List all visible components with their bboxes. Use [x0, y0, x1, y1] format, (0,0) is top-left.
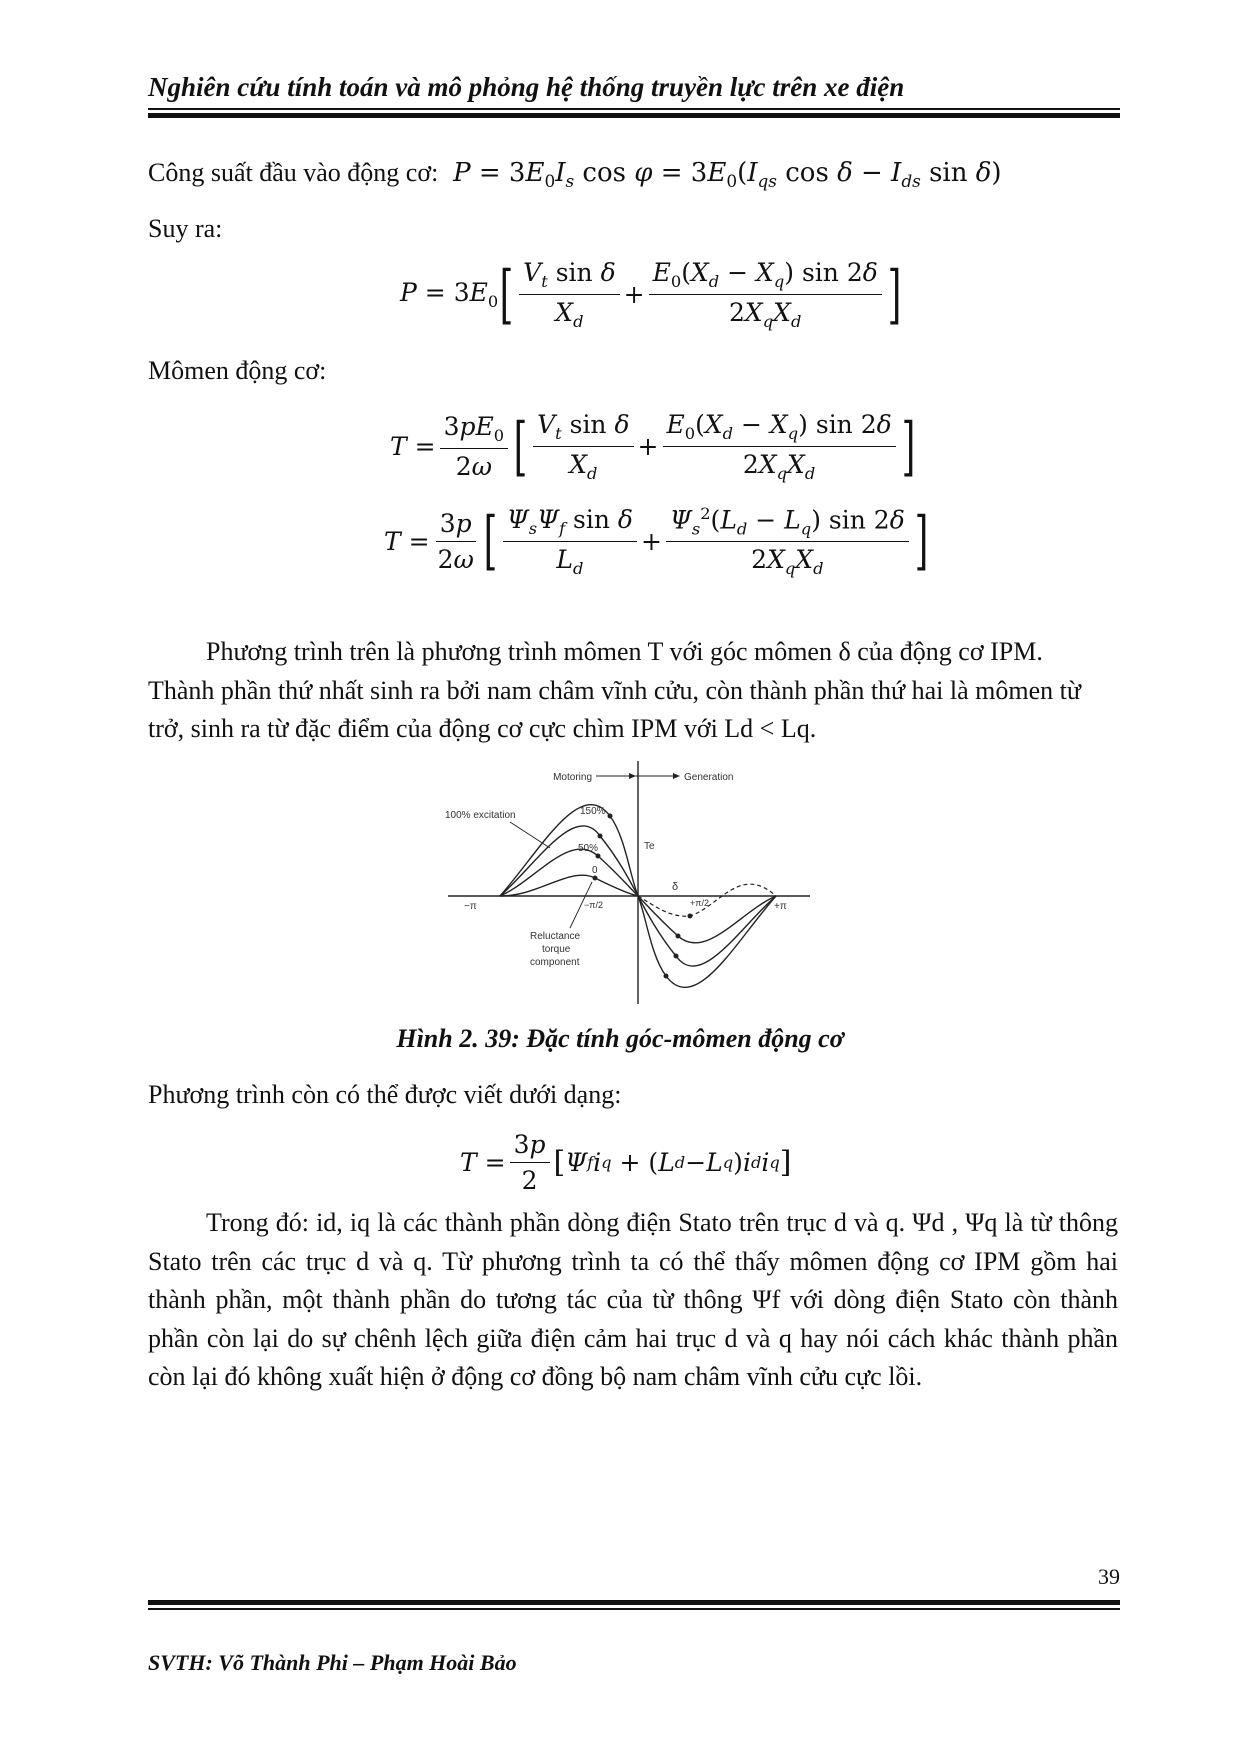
paragraph-1-line-1: Phương trình trên là phương trình mômen T với góc mômen δ của động cơ IPM. [206, 637, 1043, 666]
label-150: 150% [580, 806, 606, 817]
page-number: 39 [1098, 1564, 1120, 1589]
dot-r150 [664, 974, 669, 979]
momen-label: Mômen động cơ: [148, 356, 327, 385]
label-reluctance-1: Reluctance [530, 931, 581, 942]
torque-angle-figure [440, 756, 820, 1006]
excitation-pointer [510, 822, 550, 848]
power-equation: $P = 3E_0I_s$ $\cos \varphi = 3E_0(I_{qs}$ $\cos \delta - I_{ds}$ sin δ) [444, 158, 1002, 192]
dot-r0 [688, 914, 693, 919]
label-pos-pi: +π [774, 901, 787, 912]
curve-100 [500, 826, 638, 896]
label-pos-half-pi: +π/2 [690, 898, 709, 908]
label-50: 50% [578, 843, 599, 854]
curve-150 [500, 805, 638, 896]
equation-torque-1: T = $\frac{3pE_0}{2\omega}$ [ $\frac{V_t \sin \delta}{X_d}$ + $\frac{E_0(X_d - X_q) \sin 2\delta}{2X_qX_d}$ ] [390, 409, 916, 484]
running-header: Nghiên cứu tính toán và mô phỏng hệ thống truyền lực trên xe điện [148, 72, 905, 102]
equation-torque-3: T = $\frac{3p}{2}$ [ Ψ f i q + ( L d − L q ) i d i q ] [460, 1130, 792, 1195]
label-motoring: Motoring [553, 772, 592, 783]
footer-rule [148, 1600, 1120, 1610]
label-te: Te [644, 841, 655, 852]
label-delta: δ [672, 881, 679, 893]
equation-torque-2: T = $\frac{3p}{2\omega}$ [ $\frac{\Psi_s\Psi_f \sin \delta}{L_d}$ + $\frac{\Psi_s^2(L_d - L_q) \sin 2\delta}{2X_qX_d}$ ] [384, 504, 929, 579]
dot-r50 [676, 934, 681, 939]
label-reluctance-3: component [530, 957, 580, 968]
dot-100 [598, 834, 603, 839]
alt-form-text: Phương trình còn có thể được viết dưới dạng: [148, 1080, 622, 1109]
paragraph-2 [148, 1204, 1118, 1397]
motoring-arrowhead [629, 773, 636, 779]
paragraph-1-line-3: trở, sinh ra từ đặc điểm của động cơ cực chìm IPM với Ld < Lq. [148, 714, 817, 743]
dot-150 [608, 814, 613, 819]
label-reluctance-2: torque [542, 944, 571, 955]
paragraph-2-text: Trong đó: id, iq là các thành phần dòng điện Stato trên trục d và q. Ψd , Ψq là từ thông Stato trên các trục d và q. Từ phương trình ta có thể thấy mômen động cơ IPM gồm hai thành phần, một thành phần do tương tác của từ thông Ψf với dòng điện Stato còn thành phần còn lại do sự chênh lệch giữa điện cảm hai trục d và q hay nói cách khác thành phần còn lại đó không xuất hiện ở động cơ đồng bộ nam châm vĩnh cửu cực lồi. [148, 1208, 1118, 1391]
paragraph-1 [148, 633, 1118, 749]
equation-power: $P = 3E_0$ [ $\frac{V_t \sin \delta}{X_d}$ + $\frac{E_0(X_d - X_q) \sin 2\delta}{2X_qX_d}$ ] [400, 257, 902, 332]
label-generation: Generation [684, 772, 734, 783]
label-neg-pi: −π [464, 901, 477, 912]
dot-50 [596, 854, 601, 859]
power-intro-text: Công suất đầu vào động cơ: [148, 158, 439, 187]
suy-ra-label: Suy ra: [148, 214, 223, 243]
curve-0 [500, 875, 638, 896]
dot-0 [593, 876, 598, 881]
footer-authors: SVTH: Võ Thành Phi – Phạm Hoài Bảo [148, 1650, 517, 1675]
header-rule [148, 108, 1120, 118]
curve-150-right [638, 896, 776, 987]
label-excitation: 100% excitation [445, 810, 516, 821]
generation-arrowhead [673, 773, 680, 779]
label-0: 0 [592, 865, 598, 876]
power-input-line [148, 154, 1002, 200]
figure-caption: Hình 2. 39: Đặc tính góc-mômen động cơ [396, 1024, 844, 1053]
dot-r100 [674, 954, 679, 959]
label-neg-half-pi: −π/2 [584, 900, 603, 910]
paragraph-1-line-2: Thành phần thứ nhất sinh ra bởi nam châm vĩnh cửu, còn thành phần thứ hai là mômen từ [148, 675, 1081, 705]
